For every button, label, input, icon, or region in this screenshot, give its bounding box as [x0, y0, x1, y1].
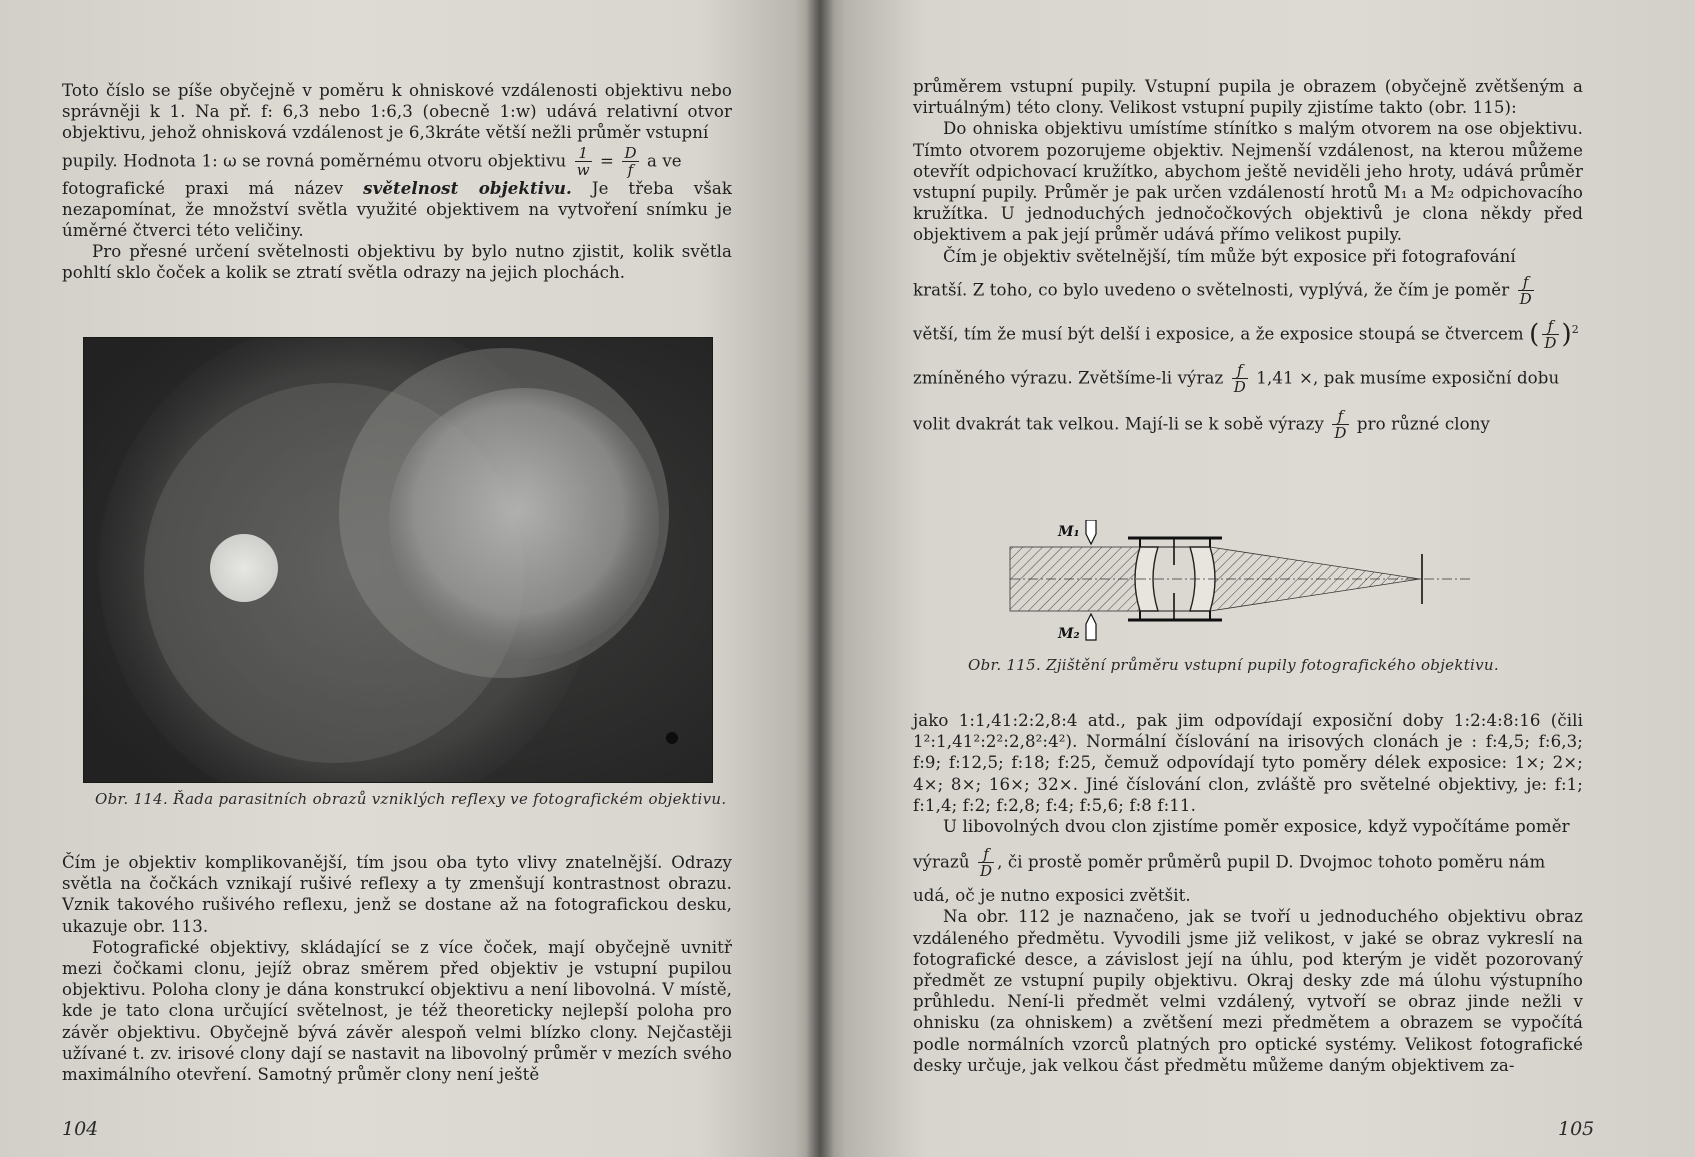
fraction-d-over-f: [622, 143, 638, 179]
right-paragraph-2: Do ohniska objektivu umístíme stínítko s malým otvorem na ose objektivu. Tímto otvorem pozorujeme objektiv. Nejmenší vzdálenost, na kterou můžeme otevřít odpichovací kružítko, abychom ještě neviděli jeho hroty, udává průměr vstupní pupily. Průměr je pak určen vzdáleností hrotů M₁ a M₂ odpichovacího kružítka. U jednoduchých jednočočkových objektivů je clona někdy před objektivem a pak její průměr udává přímo velikost pupily.: [913, 119, 1583, 245]
figure-115-caption: Obr. 115. Zjištění průměru vstupní pupily fotografického objektivu.: [968, 656, 1499, 674]
left-top-text: [62, 80, 732, 284]
page-number-right: 105: [1558, 1118, 1595, 1140]
text-run: zmíněného výrazu. Zvětšíme-li výraz: [913, 368, 1224, 388]
left-paragraph-4: Fotografické objektivy, skládající se z více čoček, mají obyčejně uvnitř mezi čočkami clonu, jejíž obraz směrem před objektiv je vstupní pupilou objektivu. Poloha clony je dána konstrukcí objektivu a není libovolná. V místě, kde je tato clona určující světelnost, je též theoreticky nejlepší poloha pro závěr objektivu. Obyčejně bývá závěr alespoň velmi blízko clony. Nejčastěji užívané t. zv. irisové clony dají se nastavit na libovolný průměr v mezích svého maximálního otevření. Samotný průměr clony není ještě: [62, 937, 732, 1085]
right-paragraph-3-line-1: Čím je objektiv světelnější, tím může být exposice při fotografování: [943, 246, 1516, 266]
fraction-f-over-d: [1518, 272, 1534, 308]
label-m2: M₂: [1058, 626, 1080, 642]
fraction-f-over-d: [1232, 360, 1248, 396]
fraction-numerator: f: [978, 847, 994, 863]
text-run: větší, tím že musí být delší i exposice, a že exposice stoupá se čtvercem: [913, 324, 1524, 344]
fraction-denominator: f: [627, 160, 634, 179]
text-run: , či prostě poměr průměrů pupil D. Dvojmoc tohoto poměru nám: [997, 852, 1546, 872]
right-paragraph-5-line-2: [913, 847, 1583, 879]
fraction-1-over-w: [575, 143, 592, 179]
fraction-numerator: 1: [575, 146, 592, 162]
figure-114-photo: [84, 338, 712, 782]
equals-sign: =: [600, 151, 615, 171]
text-run: výrazů: [913, 852, 970, 872]
left-paragraph-3: Čím je objektiv komplikovanější, tím jsou oba tyto vlivy znatelnější. Odrazy světla na čočkách vznikají rušivé reflexy a ty zmenšují kontrastnost obrazu. Vznik takového rušivého reflexu, jenž se dostane až na fotografickou desku, ukazuje obr. 113.: [62, 853, 732, 936]
fraction-f-over-d: [1542, 316, 1558, 352]
page-number-left: 104: [62, 1118, 99, 1140]
figure-114-caption: Obr. 114. Řada parasitních obrazů vzniklých reflexy ve fotografickém objektivu.: [95, 790, 727, 808]
left-page: [0, 0, 820, 1157]
fraction-denominator: D: [979, 862, 993, 881]
left-paragraph-1: Toto číslo se píše obyčejně v poměru k ohniskové vzdálenosti objektivu nebo správněji k 1. Na př. f: 6,3 nebo 1:6,3 (obecně 1:w) udává relativní otvor objektivu, jehož ohnisková vzdálenost je 6,3kráte větší nežli průměr vstupní: [62, 81, 732, 143]
left-paragraph-1-continued: [62, 178, 732, 242]
left-bottom-text: [62, 852, 732, 1085]
fraction-numerator: f: [1518, 275, 1534, 291]
fraction-numerator: D: [624, 143, 637, 162]
text-run: kratší. Z toho, co bylo uvedeno o světelnosti, vyplývá, že čím je poměr: [913, 280, 1510, 300]
text-run: 1,41 ×, pak musíme exposiční dobu: [1256, 368, 1560, 388]
fraction-numerator: f: [1232, 363, 1248, 379]
emphasized-term: světelnost objektivu.: [363, 177, 572, 198]
reflex-photo-image: [84, 338, 712, 782]
book-gutter: [806, 0, 834, 1157]
label-m1: M₁: [1058, 524, 1080, 540]
left-paragraph-1-formula-line: [62, 143, 732, 179]
figure-115-lens-diagram: [1000, 520, 1490, 644]
fraction-denominator: D: [1544, 333, 1557, 352]
fraction-f-over-d: [978, 847, 994, 879]
right-paragraph-1: průměrem vstupní pupily. Vstupní pupila je obrazem (obyčejně zvětšeným a virtuálným) této clony. Velikost vstupní pupily zjistíme takto (obr. 115):: [913, 77, 1583, 118]
fraction-denominator: D: [1519, 289, 1532, 308]
right-paragraph-5-line-3: udá, oč je nutno exposici zvětšit.: [913, 886, 1191, 906]
fraction-f-over-d: [1332, 406, 1348, 442]
closing-paren: ): [1561, 319, 1572, 350]
right-bottom-text: [913, 710, 1583, 1076]
fraction-denominator: D: [1334, 423, 1347, 442]
fraction-numerator: f: [1542, 319, 1558, 335]
right-paragraph-3-line-5: [913, 406, 1583, 442]
right-paragraph-5-line-1: U libovolných dvou clon zjistíme poměr exposice, když vypočítáme poměr: [943, 817, 1570, 837]
squared-fraction: (: [1529, 319, 1540, 350]
fraction-numerator: f: [1332, 409, 1348, 425]
right-page: [820, 0, 1695, 1157]
fraction-denominator: w: [576, 160, 590, 179]
right-paragraph-6: Na obr. 112 je naznačeno, jak se tvoří u jednoduchého objektivu obraz vzdáleného předmětu. Vyvodili jsme již velikost, v jaké se obraz vykreslí na fotografické desce, a závislost její na úhlu, pod kterým je vidět pozorovaný předmět ze vstupní pupily objektivu. Okraj desky zde má úlohu výstupního průhledu. Není-li předmět velmi vzdálený, vytvoří se obraz jinde nežli v ohnisku (za ohniskem) a zvětšení mezi předmětem a obrazem se vypočítá podle normálních vzorců platných pro optické systémy. Velikost fotografické desky určuje, jak velkou část předmětu můžeme daným objektivem za-: [913, 907, 1583, 1075]
exponent: 2: [1571, 322, 1579, 336]
text-run: volit dvakrát tak velkou. Mají-li se k sobě výrazy: [913, 414, 1324, 434]
text-run: fotografické praxi má název: [62, 178, 344, 198]
text-run: Je třeba však nezapomínat, že množství světla využité objektivem na vytvoření snímku je úměrné čtverci této veličiny.: [62, 178, 732, 241]
right-paragraph-3-line-3: [913, 316, 1583, 352]
text-run: pro různé clony: [1356, 414, 1491, 434]
right-paragraph-3-line-4: [913, 360, 1583, 396]
right-paragraph-3-line-2: [913, 272, 1583, 308]
formula-line-tail: a ve: [646, 151, 682, 171]
left-paragraph-2: Pro přesné určení světelnosti objektivu by bylo nutno zjistit, kolik světla pohltí sklo čoček a kolik se ztratí světla odrazy na jejich plochách.: [62, 242, 732, 283]
fraction-denominator: D: [1233, 377, 1246, 396]
right-paragraph-4: jako 1:1,41:2:2,8:4 atd., pak jim odpovídají exposiční doby 1:2:4:8:16 (čili 1²:1,41²:2²:2,8²:4²). Normální číslování na irisových clonách je : f:4,5; f:6,3; f:9; f:12,5; f:18; f:25, čemuž odpovídají tyto poměry délek exposice: 1×; 2×; 4×; 8×; 16×; 32×. Jiné číslování clon, zvláště pro světelné objektivy, je: f:1; f:1,4; f:2; f:2,8; f:4; f:5,6; f:8 f:11.: [913, 711, 1583, 815]
right-top-text: [913, 76, 1583, 441]
formula-line-text: pupily. Hodnota 1: ω se rovná poměrnému otvoru objektivu: [62, 151, 567, 171]
